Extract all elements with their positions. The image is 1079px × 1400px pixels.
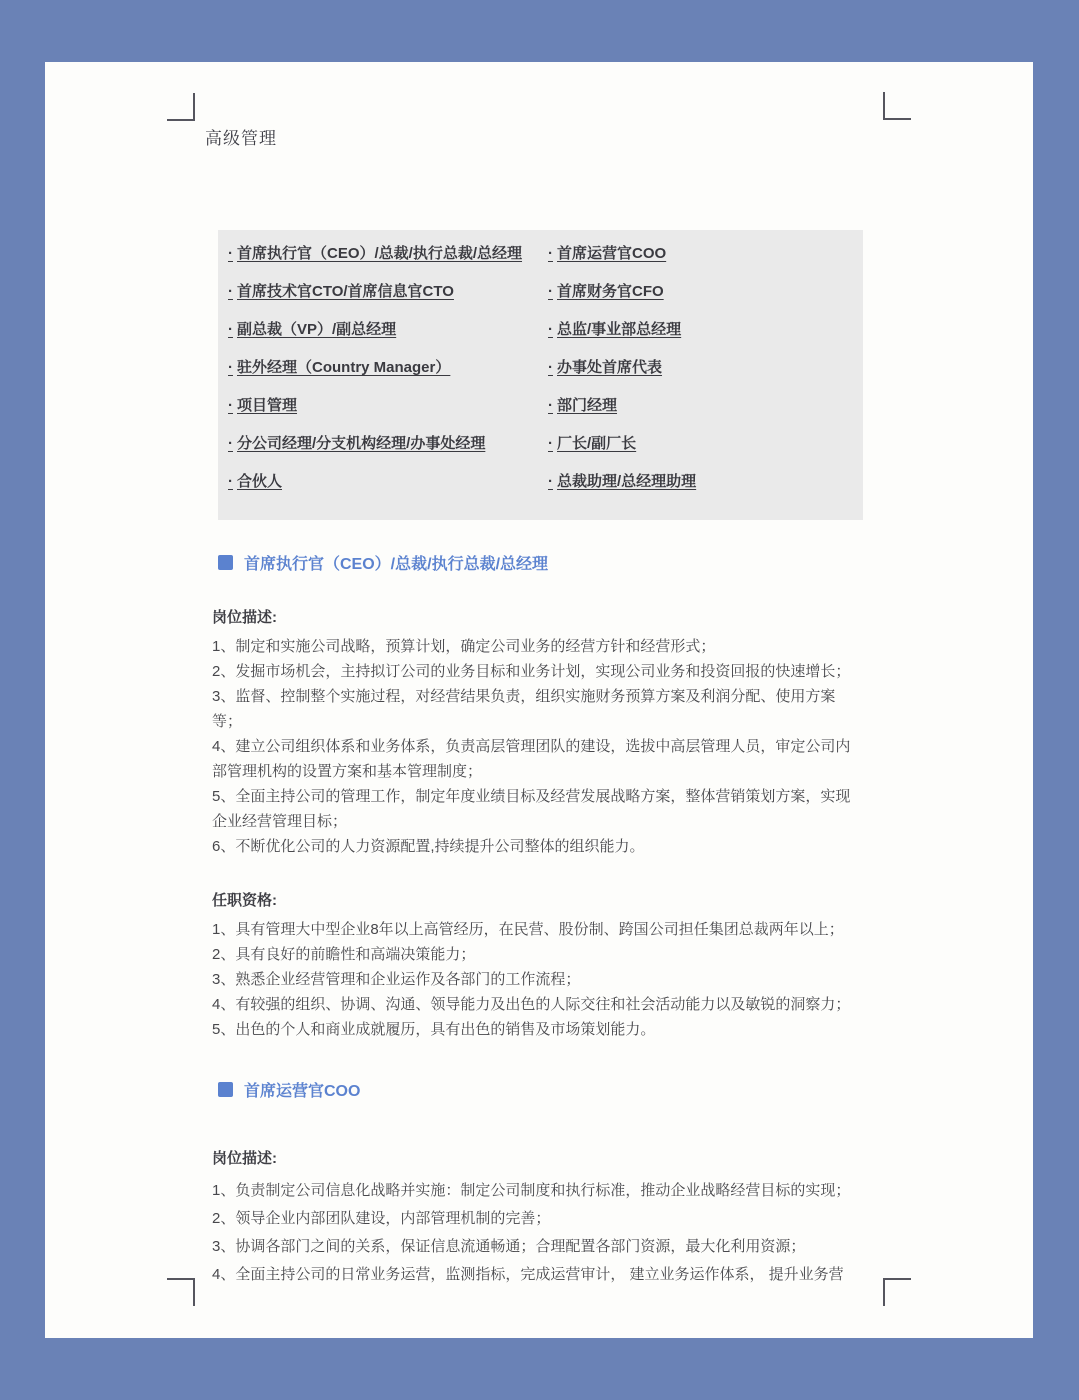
link-partner[interactable] xyxy=(228,470,548,508)
margin-crop-mark-bottom-right-icon xyxy=(883,1278,911,1306)
link-label: 办事处首席代表 xyxy=(557,359,663,376)
coo-job-description-block xyxy=(212,1145,860,1289)
page-title: 高级管理 xyxy=(205,129,277,148)
link-label: 总监/事业部总经理 xyxy=(557,321,682,338)
bullet-dot: · xyxy=(548,397,553,414)
margin-crop-mark-top-right-icon xyxy=(883,92,911,120)
bullet-dot: · xyxy=(548,435,553,452)
list-item: 4、全面主持公司的日常业务运营，监测指标，完成运营审计， 建立业务运作体系， 提升业务营 xyxy=(212,1266,844,1283)
list-item: 2、发掘市场机会，主持拟订公司的业务目标和业务计划，实现公司业务和投资回报的快速增长； xyxy=(212,663,851,680)
links-column-right xyxy=(548,242,858,508)
links-column-left xyxy=(228,242,548,508)
link-president-assistant[interactable] xyxy=(548,470,858,508)
link-factory-director[interactable] xyxy=(548,432,858,470)
list-item: 4、有较强的组织、协调、沟通、领导能力及出色的人际交往和社会活动能力以及敏锐的洞察力； xyxy=(212,996,851,1013)
list-item: 1、负责制定公司信息化战略并实施：制定公司制度和执行标准，推动企业战略经营目标的实现； xyxy=(212,1182,851,1199)
list-item: 2、领导企业内部团队建设，内部管理机制的完善； xyxy=(212,1210,551,1227)
list-item: 4、建立公司组织体系和业务体系，负责高层管理团队的建设，选拔中高层管理人员，审定公司内部管理机构的设置方案和基本管理制度； xyxy=(212,738,851,780)
bullet-dot: · xyxy=(548,359,553,376)
block-label: 岗位描述: xyxy=(212,1150,277,1167)
bullet-dot: · xyxy=(228,245,233,262)
link-department-manager[interactable] xyxy=(548,394,858,432)
bullet-dot: · xyxy=(228,359,233,376)
link-label: 总裁助理/总经理助理 xyxy=(557,473,697,490)
bullet-dot: · xyxy=(548,245,553,262)
bullet-dot: · xyxy=(548,473,553,490)
bullet-dot: · xyxy=(548,321,553,338)
square-bullet-icon xyxy=(218,555,233,570)
link-vp[interactable] xyxy=(228,318,548,356)
list-item: 3、监督、控制整个实施过程，对经营结果负责，组织实施财务预算方案及利润分配、使用方案等； xyxy=(212,688,836,730)
bullet-dot: · xyxy=(228,283,233,300)
link-label: 厂长/副厂长 xyxy=(557,435,637,452)
list-item: 2、具有良好的前瞻性和高端决策能力； xyxy=(212,946,476,963)
link-branch-manager[interactable] xyxy=(228,432,548,470)
margin-crop-mark-top-left-icon xyxy=(167,93,195,121)
link-cto-cio[interactable] xyxy=(228,280,548,318)
document-page xyxy=(45,62,1033,1338)
link-label: 首席执行官（CEO）/总裁/执行总裁/总经理 xyxy=(237,245,523,262)
link-director-bu-gm[interactable] xyxy=(548,318,858,356)
list-item: 1、制定和实施公司战略，预算计划，确定公司业务的经营方针和经营形式； xyxy=(212,638,716,655)
bullet-dot: · xyxy=(548,283,553,300)
ceo-qualifications-block xyxy=(212,888,860,1042)
block-label: 岗位描述: xyxy=(212,609,277,626)
link-label: 驻外经理（Country Manager） xyxy=(237,359,451,376)
link-label: 首席技术官CTO/首席信息官CTO xyxy=(237,283,454,300)
section-heading-ceo xyxy=(218,551,548,574)
link-coo[interactable] xyxy=(548,242,858,280)
bullet-dot: · xyxy=(228,321,233,338)
margin-crop-mark-bottom-left-icon xyxy=(167,1278,195,1306)
link-country-manager[interactable] xyxy=(228,356,548,394)
link-label: 合伙人 xyxy=(237,473,283,490)
link-label: 首席财务官CFO xyxy=(557,283,664,300)
link-ceo[interactable] xyxy=(228,242,548,280)
ceo-job-description-block xyxy=(212,605,860,859)
link-label: 分公司经理/分支机构经理/办事处经理 xyxy=(237,435,486,452)
link-project-management[interactable] xyxy=(228,394,548,432)
square-bullet-icon xyxy=(218,1082,233,1097)
link-label: 首席运营官COO xyxy=(557,245,667,262)
list-item: 1、具有管理大中型企业8年以上高管经历，在民营、股份制、跨国公司担任集团总裁两年以上； xyxy=(212,921,844,938)
bullet-dot: · xyxy=(228,435,233,452)
list-item: 5、出色的个人和商业成就履历，具有出色的销售及市场策划能力。 xyxy=(212,1021,656,1038)
list-item: 5、全面主持公司的管理工作，制定年度业绩目标及经营发展战略方案，整体营销策划方案，实现企业经营管理目标； xyxy=(212,788,851,830)
bullet-dot: · xyxy=(228,473,233,490)
block-label: 任职资格: xyxy=(212,892,277,909)
bullet-dot: · xyxy=(228,397,233,414)
list-item: 3、协调各部门之间的关系，保证信息流通畅通；合理配置各部门资源，最大化利用资源； xyxy=(212,1238,806,1255)
link-label: 副总裁（VP）/副总经理 xyxy=(237,321,397,338)
link-label: 部门经理 xyxy=(557,397,618,414)
link-office-chief-representative[interactable] xyxy=(548,356,858,394)
list-item: 6、不断优化公司的人力资源配置,持续提升公司整体的组织能力。 xyxy=(212,838,645,855)
section-heading-label: 首席运营官COO xyxy=(244,1083,361,1100)
list-item: 3、熟悉企业经营管理和企业运作及各部门的工作流程； xyxy=(212,971,581,988)
section-heading-label: 首席执行官（CEO）/总裁/执行总裁/总经理 xyxy=(244,556,549,573)
section-heading-coo xyxy=(218,1078,360,1101)
link-label: 项目管理 xyxy=(237,397,298,414)
position-links-panel xyxy=(218,230,863,520)
link-cfo[interactable] xyxy=(548,280,858,318)
